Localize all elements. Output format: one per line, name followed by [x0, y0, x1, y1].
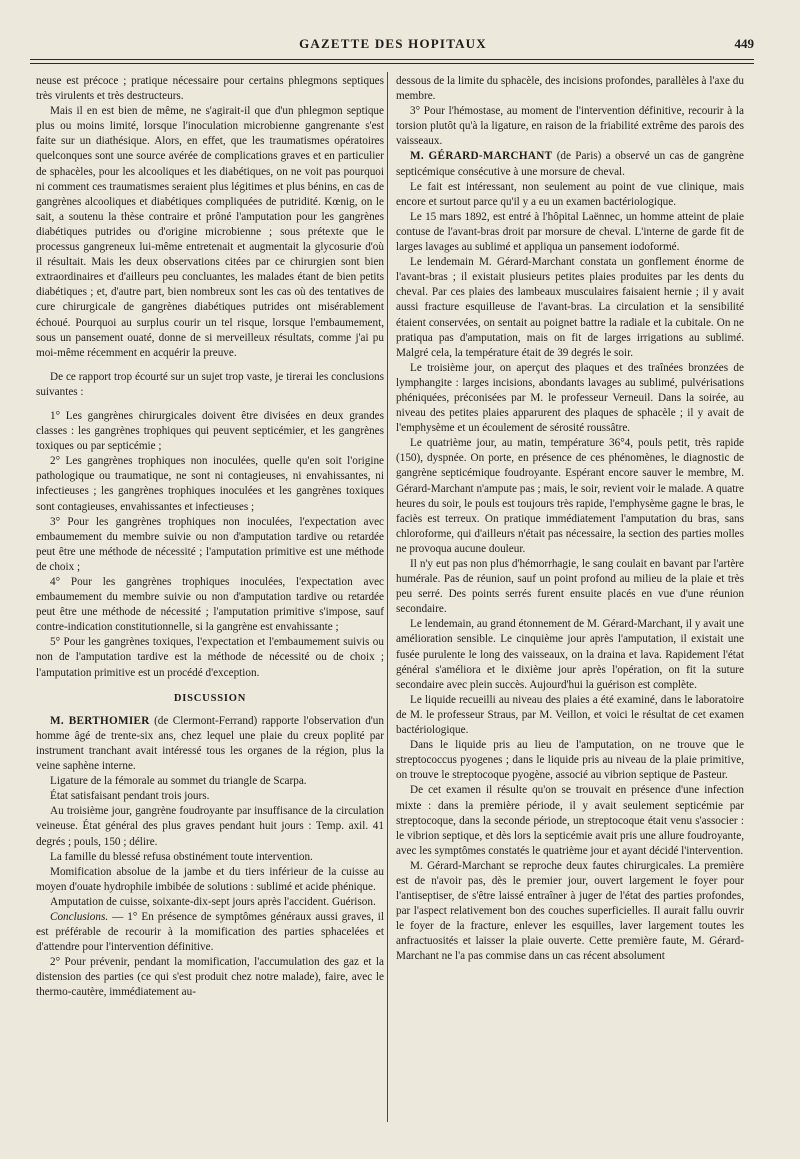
paragraph: Le fait est intéressant, non seulement au point de vue clinique, mais encore et surtout parce qu'il y a eu un examen bactériologique.: [396, 180, 744, 208]
paragraph: Dans le liquide pris au lieu de l'amputation, on ne trouve que le streptococcus pyogenes ; dans le liquide pris au niveau de la plaie primitive, on trouve le streptocoque pyogène, associé au vibrion septique de Pasteur.: [396, 739, 744, 782]
speaker-name: M. BERTHOMIER: [50, 714, 150, 727]
paragraph: La famille du blessé refusa obstinément toute intervention.: [50, 850, 313, 863]
conclusion-item: 4° Pour les gangrènes trophiques inoculées, l'expectation avec embaumement du membre suivie ou non d'amputation tardive ou retardée peut être une méthode de nécessité ; l'amputation primitive s'impose, sauf contre-indication constitutionnelle, si la gangrène est envahissante ;: [36, 576, 384, 634]
header-rule-bottom: [30, 63, 754, 64]
paragraph: Mais il en est bien de même, ne s'agirait-il que d'un phlegmon septique plus ou moins limité, lorsque l'inoculation microbienne gangrenante s'est faite sur un diathésique. Alors, en effet, que les traumatismes opératoires quelconques sont une source avérée de complications graves et en particulier de sphacèles, pour les alcooliques et les diabétiques, on ne voit pas pourquoi ni comment ces traumatismes seraient plus légitimes et plus bénins, en cas de gangrènes alcooliques et diabétiques compliquées de putridité. Kœnig, on le sait, a soutenu la thèse contraire et prôné l'amputation pour les gangrènes diabétiques putrides ou d'origine microbienne ; sous prétexte que le processus gangreneux lui-même entretenait et augmentait la glycosurie d'où il résultait. Mais les deux observations citées par ce chirurgien sont bien extraordinaires et d'ailleurs peu concluantes, les malades étant de bien petits diabétiques ; et, d'autre part, bien nombreux sont les cas où des tentatives de cure chirurgicale de gangrènes diabétiques putrides ont misérablement échoué. Pourquoi au surplus courir un tel risque, lorsque l'embaumement, sous un pansement ouaté, donne de si merveilleux résultats, comme j'ai pu moi-même récemment en acquérir la preuve.: [36, 105, 384, 359]
speaker-paragraph: [396, 149, 744, 179]
paragraph: État satisfaisant pendant trois jours.: [50, 790, 210, 803]
conclusion-item: 3° Pour les gangrènes trophiques non inoculées, l'expectation avec embaumement du membre suivie ou non d'amputation tardive ou retardée peut être une méthode de nécessité ; l'amputation primitive est une méthode de choix ;: [36, 515, 384, 573]
paragraph: Amputation de cuisse, soixante-dix-sept jours après l'accident. Guérison.: [50, 895, 376, 908]
paragraph: Ligature de la fémorale au sommet du triangle de Scarpa.: [50, 775, 307, 788]
conclusions-paragraph: [36, 910, 384, 955]
page-number: 449: [734, 36, 754, 51]
paragraph: Momification absolue de la jambe et du tiers inférieur de la cuisse au moyen d'ouate hydrophile imbibée de solutions : sublimé et acide phénique.: [36, 865, 384, 893]
journal-title: GAZETTE DES HOPITAUX: [299, 36, 487, 51]
conclusion-item: 1° Les gangrènes chirurgicales doivent être divisées en deux grandes classes : les gangrènes trophiques qui peuvent septicémier, et les gangrènes toxiques ou par septicémie ;: [36, 409, 384, 453]
conclusions-text: — 1° En présence de symptômes généraux aussi graves, il est préférable de recourir à la momification des parties sphacelées et d'attendre pour l'intervention définitive.: [36, 910, 384, 954]
speaker-name: M. GÉRARD-MARCHANT: [410, 150, 553, 163]
conclusions-label: Conclusions.: [50, 910, 109, 923]
paragraph: Le lendemain, au grand étonnement de M. Gérard-Marchant, il y avait une amélioration sensible. Le cinquième jour après l'amputation, il existait une fusée purulente le long des vaisseaux, on la draina et lava. Rapidement l'état général s'améliora et le dixième jour après l'opération, on fit la suture secondaire avec plein succès. Aujourd'hui la guérison est complète.: [396, 618, 744, 691]
header-rule-top: [30, 59, 754, 60]
paragraph: Le troisième jour, on aperçut des plaques et des traînées bronzées de lymphangite : larges incisions, abondants lavages au sublimé, pulvérisations phéniquées, préconisées par M. le professeur Verneuil. Dans la soirée, au niveau des petites plaies apparurent des plaques de sphacèle ; il y avait de l'emphysème et un écoulement de sérosité roussâtre.: [396, 361, 744, 435]
conclusion-item: 5° Pour les gangrènes toxiques, l'expectation et l'embaumement suivis ou non de l'amputation tardive est la méthode de nécessité ou de choix ; l'amputation primitive est un procédé d'exception.: [36, 636, 384, 679]
paragraph: 2° Pour prévenir, pendant la momification, l'accumulation des gaz et la distension des parties (ce qui s'est produit chez notre malade), faire, avec le thermo-cautère, immédiatement au-: [36, 956, 384, 999]
paragraph: Le 15 mars 1892, est entré à l'hôpital Laënnec, un homme atteint de plaie contuse de l'avant-bras droit par morsure de cheval. L'interne de garde fit de larges lavages au sublimé et appliqua un pansement iodoformé.: [396, 210, 744, 254]
paragraph: Le lendemain M. Gérard-Marchant constata un gonflement énorme de l'avant-bras ; il existait plusieurs petites plaies produites par les dents du cheval. Par ces plaies des lambeaux musculaires faisaient hernie ; il y avait aussi fracture esquilleuse de l'avant-bras. La circulation et la sensibilité étaient conservées, on sentait au poignet battre la radiale et la cubitale. On ne pratiqua pas d'amputation, mais on fit de larges irrigations au sublimé. Malgré cela, la température était de 39 degrés le soir.: [396, 256, 744, 359]
paragraph: neuse est précoce ; pratique nécessaire pour certains phlegmons septiques très virulents et très destructeurs.: [36, 75, 384, 103]
conclusion-item: 2° Les gangrènes trophiques non inoculées, quelle qu'en soit l'origine pathologique ou traumatique, ne sont ni contagieuses, ni envahissantes, ni infectieuses ; les gangrènes trophiques inoculées et les gangrènes toxiques sont contagieuses, envahissantes et infectieuses ;: [36, 455, 384, 513]
paragraph: De ce rapport trop écourté sur un sujet trop vaste, je tirerai les conclusions suivantes :: [36, 370, 384, 398]
paragraph: Le liquide recueilli au niveau des plaies a été examiné, dans le laboratoire de M. le professeur Straus, par M. Veillon, et voici le résultat de cet examen bactériologique.: [396, 693, 744, 737]
paragraph: Le quatrième jour, au matin, température 36°4, pouls petit, très rapide (150), dyspnée. On porte, en présence de ces phénomènes, le diagnostic de gangrène septicémique foudroyante. Espérant encore sauver le membre, M. Gérard-Marchant n'ampute pas ; mais, le soir, revient voir le malade. A quatre heures du soir, le pouls est toujours très rapide, l'emphysème gagne le bras, le faciès est terreux. On pratique immédiatement l'amputation du bras, sans chloroforme, qui d'ailleurs n'était pas nécessaire, la section des parties molles ne provoqua aucune douleur.: [396, 437, 744, 555]
speaker-paragraph: [36, 714, 384, 774]
speaker-text: (de Paris) a observé un cas de gangrène septicémique consécutive à une morsure de cheval.: [396, 150, 744, 178]
speaker-text: (de Clermont-Ferrand) rapporte l'observation d'un homme âgé de trente-six ans, chez lequel une plaie du creux poplité par instrument tranchant avait intéressé tous les organes de la région, plus la veine saphène interne.: [36, 714, 384, 773]
left-column: [36, 74, 384, 1001]
paragraph: 3° Pour l'hémostase, au moment de l'intervention définitive, recourir à la torsion plutôt qu'à la ligature, en raison de la friabilité extrême des parois des vaisseaux.: [396, 105, 744, 148]
paragraph: Au troisième jour, gangrène foudroyante par insuffisance de la circulation veineuse. État général des plus graves pendant huit jours : Temp. axil. 41 degrés ; pouls, 150 ; délire.: [36, 805, 384, 848]
paragraph: De cet examen il résulte qu'on se trouvait en présence d'une infection mixte : dans la première période, il y avait seulement septicémie par streptocoque, dans la seconde période, un streptocoque était venu s'associer : le vibrion septique, et dès lors la septicémie avait pris une allure foudroyante, avec les symptômes constatés le quatrième jour et ayant décidé l'intervention.: [396, 784, 744, 857]
paragraph: dessous de la limite du sphacèle, des incisions profondes, parallèles à l'axe du membre.: [396, 75, 744, 103]
paragraph: Il n'y eut pas non plus d'hémorrhagie, le sang coulait en bavant par l'artère humérale. Pas de réunion, sauf un point profond au milieu de la plaie et très peu serré. Des points serrés furent ensuite placés en vue d'une réunion secondaire.: [396, 558, 744, 616]
page-header: [32, 30, 754, 56]
right-column: [396, 74, 744, 965]
section-heading-discussion: DISCUSSION: [173, 692, 247, 704]
column-divider: [387, 72, 388, 1122]
paragraph: M. Gérard-Marchant se reproche deux fautes chirurgicales. La première est de n'avoir pas, dès le premier jour, ouvert largement le foyer pour l'antiseptiser, de s'être laissé entraîner à juger de l'état des parties profondes, par l'aspect relativement bon des couches superficielles. Il aurait fallu ouvrir le foyer de la fracture, enlever les esquilles, laver largement toutes les anfractuosités et laisser la plaie ouverte. Cette première faute, M. Gérard-Marchant ne l'a pas commise dans un cas récent absolument: [396, 859, 744, 963]
